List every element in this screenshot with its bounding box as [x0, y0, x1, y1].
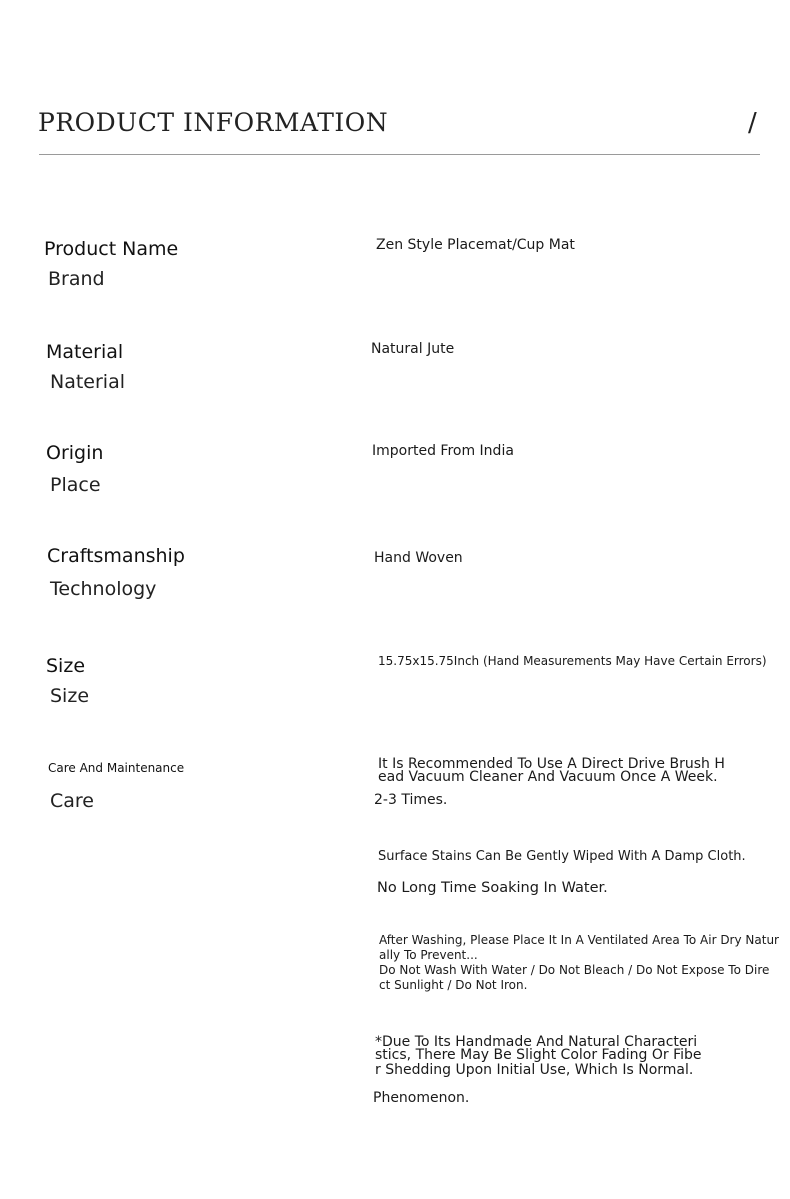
care-text-line: Surface Stains Can Be Gently Wiped With A Damp Cloth. — [378, 849, 746, 864]
material-sublabel: Naterial — [50, 371, 126, 393]
care-text-line: r Shedding Upon Initial Use, Which Is Normal. — [375, 1062, 694, 1078]
care-label: Care And Maintenance — [48, 761, 185, 775]
header-divider — [39, 154, 760, 155]
care-sublabel: Care — [50, 790, 94, 812]
header-slash: / — [748, 108, 757, 138]
product-name-label: Product Name — [44, 238, 179, 260]
origin-value: Imported From India — [372, 443, 514, 459]
care-text-line: 2-3 Times. — [374, 792, 448, 808]
product-name-sublabel: Brand — [48, 268, 105, 290]
product-name-value: Zen Style Placemat/Cup Mat — [376, 237, 575, 253]
size-value: 15.75x15.75Inch (Hand Measurements May Have Certain Errors) — [378, 654, 767, 668]
craftsmanship-label: Craftsmanship — [47, 545, 185, 567]
care-text-line: After Washing, Please Place It In A Ventilated Area To Air Dry Natur — [379, 933, 779, 947]
craftsmanship-sublabel: Technology — [50, 578, 157, 600]
care-text-line: ally To Prevent... — [379, 948, 478, 962]
care-text-line: stics, There May Be Slight Color Fading Or Fibe — [375, 1047, 702, 1063]
care-text-line: Phenomenon. — [373, 1090, 470, 1106]
size-sublabel: Size — [50, 685, 90, 707]
craftsmanship-value: Hand Woven — [374, 550, 463, 566]
care-text-line: No Long Time Soaking In Water. — [377, 880, 608, 896]
care-text-line: It Is Recommended To Use A Direct Drive Brush H — [378, 756, 725, 772]
care-text-line: ead Vacuum Cleaner And Vacuum Once A Week. — [378, 769, 718, 785]
care-text-line: Do Not Wash With Water / Do Not Bleach / Do Not Expose To Dire — [379, 963, 770, 977]
care-text-line: ct Sunlight / Do Not Iron. — [379, 978, 528, 992]
page-title: PRODUCT INFORMATION — [38, 108, 389, 137]
origin-sublabel: Place — [50, 474, 101, 496]
material-value: Natural Jute — [371, 341, 455, 357]
origin-label: Origin — [46, 442, 104, 464]
material-label: Material — [46, 341, 124, 363]
size-label: Size — [46, 655, 86, 677]
care-text-line: *Due To Its Handmade And Natural Characteri — [375, 1034, 698, 1050]
